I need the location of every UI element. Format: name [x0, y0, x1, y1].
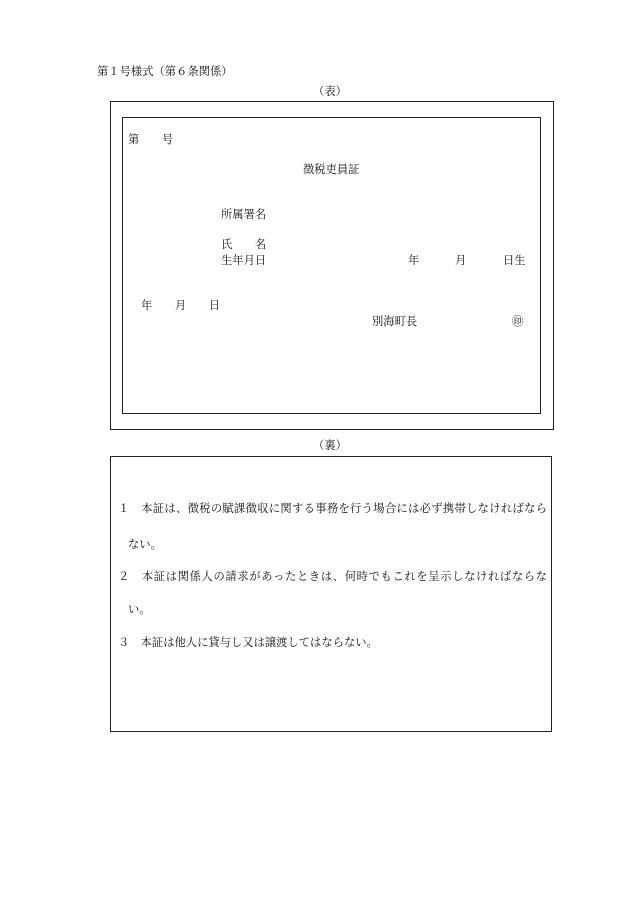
- seal-mark: ㊞: [512, 316, 524, 328]
- certificate-number-line: 第 号: [128, 134, 174, 146]
- affiliation-label: 所属署名: [221, 209, 267, 221]
- form-number: 第１号様式（第６条関係）: [97, 66, 233, 78]
- issuer-name: 別海町長: [372, 316, 418, 328]
- back-item-3-line-1: ３ 本証は他人に貸与し又は譲渡してはならない。: [118, 637, 378, 649]
- back-item-2-line-2: い。: [128, 604, 151, 616]
- card-title: 徴税吏員証: [303, 164, 360, 176]
- issue-date: 年 月 日: [141, 300, 221, 312]
- birth-year-label: 年: [408, 255, 420, 267]
- birth-month-label: 月: [455, 255, 467, 267]
- front-side-label: （表）: [313, 86, 347, 98]
- card-back-frame: [110, 456, 552, 732]
- back-item-1-line-2: ない。: [128, 539, 162, 551]
- name-label: 氏 名: [221, 239, 267, 251]
- birth-date-label: 生年月日: [221, 255, 267, 267]
- birth-day-label: 日生: [503, 255, 526, 267]
- back-item-2-line-1: ２ 本証は関係人の請求があったときは、何時でもこれを呈示しなければならな: [118, 571, 547, 583]
- back-side-label: （裏）: [313, 440, 347, 452]
- card-front-inner-frame: [122, 117, 541, 414]
- back-item-1-line-1: １ 本証は、徴税の賦課徴収に関する事務を行う場合には必ず携帯しなければなら: [118, 503, 547, 515]
